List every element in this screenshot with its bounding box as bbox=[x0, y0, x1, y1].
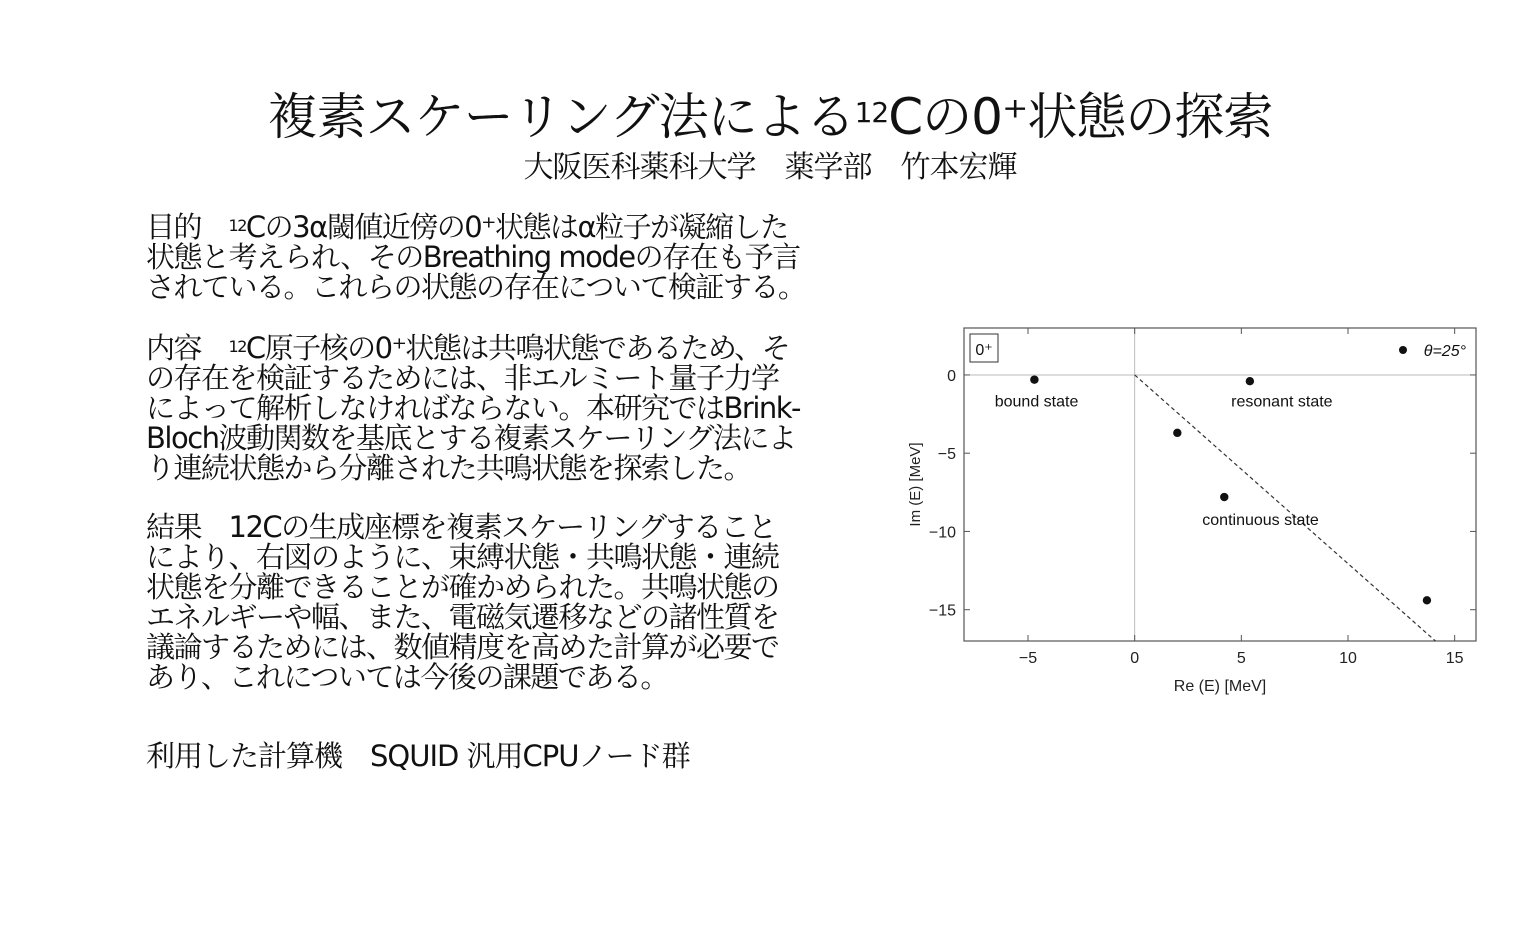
result-section bbox=[146, 512, 916, 692]
state-label: 0⁺ bbox=[975, 342, 993, 359]
purpose-line-2: 状態と考えられ、そのBreathing modeの存在も予言 bbox=[146, 240, 800, 274]
data-point bbox=[1220, 493, 1228, 501]
result-line-3: 状態を分離できることが確かめられた。共鳴状態の bbox=[146, 570, 779, 604]
x-tick-label: 0 bbox=[1130, 650, 1140, 667]
angle-legend-dot bbox=[1399, 346, 1407, 354]
content-line-2: の存在を検証するためには、非エルミート量子力学 bbox=[146, 361, 779, 395]
content-superscript: 12 bbox=[228, 337, 246, 356]
x-tick-label: −5 bbox=[1018, 650, 1038, 667]
title-superscript: 12 bbox=[854, 96, 889, 129]
purpose-superscript: 12 bbox=[228, 216, 246, 235]
title-rest: Cの0⁺状態の探索 bbox=[888, 88, 1273, 146]
purpose-line-3: されている。これらの状態の存在について検証する。 bbox=[146, 270, 806, 304]
purpose-line-1 bbox=[146, 212, 916, 242]
author-line: 大阪医科薬科大学 薬学部 竹本宏輝 bbox=[523, 150, 1017, 185]
result-line-6: あり、これについては今後の課題である。 bbox=[146, 660, 668, 694]
y-tick-label: −5 bbox=[937, 446, 956, 464]
result-line-4: エネルギーや幅、また、電磁気遷移などの諸性質を bbox=[146, 600, 779, 634]
rotation-angle-line bbox=[1135, 375, 1436, 641]
data-point bbox=[1030, 375, 1038, 383]
bound-state-label: bound state bbox=[994, 393, 1079, 411]
purpose-text: Cの3α閾値近傍の0⁺状態はα粒子が凝縮した bbox=[245, 210, 788, 244]
y-tick-label: 0 bbox=[947, 367, 956, 385]
y-tick-label: −15 bbox=[928, 602, 956, 620]
content-heading: 内容 bbox=[146, 331, 229, 365]
x-tick-label: 15 bbox=[1445, 650, 1464, 667]
content-line-3: によって解析しなければならない。本研究ではBrink- bbox=[146, 391, 801, 425]
data-point bbox=[1246, 377, 1254, 385]
content-line-1 bbox=[146, 333, 916, 363]
data-point bbox=[1423, 596, 1431, 604]
purpose-section bbox=[146, 212, 916, 302]
result-line-2: により、右図のように、束縛状態・共鳴状態・連続 bbox=[146, 540, 779, 574]
result-line-5: 議論するためには、数値精度を高めた計算が必要で bbox=[146, 630, 779, 664]
x-tick-label: 10 bbox=[1339, 650, 1357, 667]
resonant-state-label: resonant state bbox=[1231, 393, 1333, 411]
content-section bbox=[146, 333, 916, 483]
continuous-state-label: continuous state bbox=[1202, 512, 1319, 530]
y-axis-label: Im (E) [MeV] bbox=[907, 442, 924, 527]
angle-label: θ=25° bbox=[1423, 343, 1466, 360]
content-line-5: り連続状態から分離された共鳴状態を探索した。 bbox=[146, 451, 752, 485]
y-tick-label: −10 bbox=[928, 524, 956, 542]
x-axis-label: Re (E) [MeV] bbox=[1173, 678, 1267, 695]
x-tick-label: 5 bbox=[1236, 650, 1246, 667]
content-text: C原子核の0⁺状態は共鳴状態であるため、そ bbox=[245, 331, 790, 365]
title-main: 複素スケーリング法による bbox=[267, 88, 855, 146]
data-point bbox=[1173, 429, 1181, 437]
result-line-1: 結果 12Cの生成座標を複素スケーリングすること bbox=[146, 510, 776, 544]
content-line-4: Bloch波動関数を基底とする複素スケーリング法によ bbox=[146, 421, 796, 455]
computer-note: 利用した計算機 SQUID 汎用CPUノード群 bbox=[146, 739, 690, 773]
page-title bbox=[0, 86, 1540, 148]
purpose-heading: 目的 bbox=[146, 210, 229, 244]
energy-plane-chart bbox=[900, 318, 1500, 708]
